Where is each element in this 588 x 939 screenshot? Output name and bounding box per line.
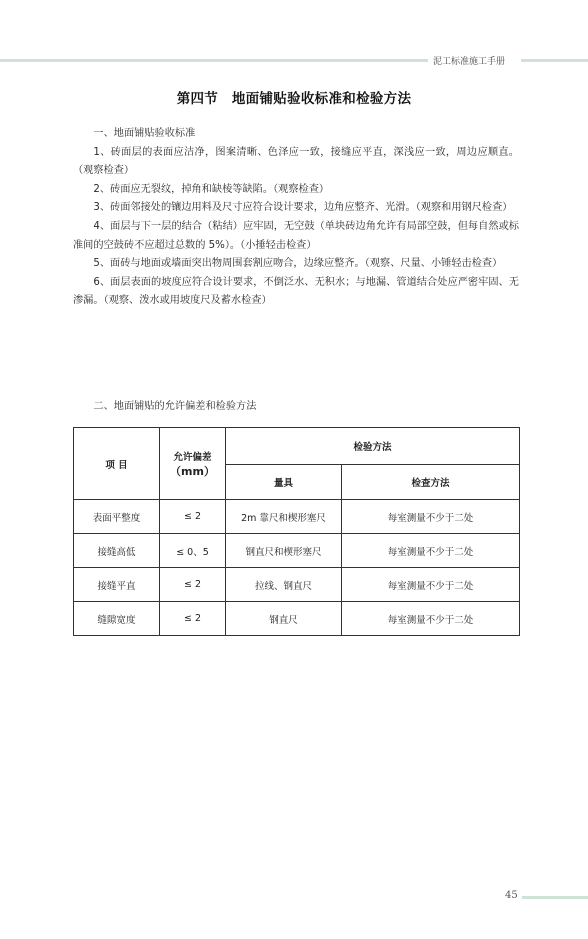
cell-item: 表面平整度 [74, 500, 160, 534]
header-tolerance [160, 428, 226, 500]
header-tolerance-label: 允许偏差 [173, 451, 212, 463]
standard-item-4: 4、面层与下一层的结合（粘结）应牢固，无空鼓（单块砖边角允许有局部空鼓，但每自然或标准间的空鼓砖不应超过总数的 5%）。（小捶轻击检查） [73, 220, 519, 251]
part2-heading: 二、地面铺贴的允许偏差和检验方法 [93, 401, 257, 412]
header-rule-right [521, 59, 588, 62]
cell-tolerance: ≤ 0、5 [160, 534, 226, 568]
tolerance-table [73, 427, 520, 636]
standard-item-3: 3、砖面邻接处的镶边用料及尺寸应符合设计要求，边角应整齐、光滑。（观察和用钢尺检查） [93, 202, 513, 214]
table-row [74, 500, 520, 534]
standard-item-2: 2、砖面应无裂纹，掉角和缺棱等缺陷。（观察检查） [93, 183, 330, 195]
page-number: 45 [505, 890, 518, 901]
acceptance-standards [73, 125, 519, 311]
section-title: 第四节 地面铺贴验收标准和检验方法 [176, 91, 412, 107]
running-header-title: 泥工标准施工手册 [433, 57, 506, 67]
table-row [74, 568, 520, 602]
table-row [74, 534, 520, 568]
standard-item-5: 5、面砖与地面或墙面突出物周围套割应吻合，边缘应整齐。（观察、尺量、小锤轻击检查） [93, 258, 503, 270]
cell-method: 每室测量不少于二处 [342, 568, 520, 602]
header-rule-left [0, 59, 428, 62]
cell-tool: 拉线、钢直尺 [226, 568, 342, 602]
standard-item-1: 1、砖面层的表面应洁净，图案清晰、色泽应一致，接缝应平直，深浅应一致，周边应顺直。（观察检查） [73, 146, 519, 177]
header-item: 项 目 [74, 428, 160, 500]
cell-tool: 钢直尺 [226, 602, 342, 636]
cell-method: 每室测量不少于二处 [342, 500, 520, 534]
footer-rule [522, 896, 588, 899]
cell-tolerance: ≤ 2 [160, 568, 226, 602]
standard-item-6: 6、面层表面的坡度应符合设计要求，不倒泛水、无积水；与地漏、管道结合处应严密牢固、无渗漏。（观察、泼水或用坡度尺及蓄水检查） [73, 276, 519, 307]
header-method: 检查方法 [342, 465, 520, 500]
header-tool: 量具 [226, 465, 342, 500]
table-header-row [74, 428, 520, 465]
cell-method: 每室测量不少于二处 [342, 534, 520, 568]
header-method-group: 检验方法 [226, 428, 520, 465]
cell-tolerance: ≤ 2 [160, 602, 226, 636]
part1-heading: 一、地面铺贴验收标准 [93, 128, 196, 139]
cell-item: 缝隙宽度 [74, 602, 160, 636]
cell-item: 接缝高低 [74, 534, 160, 568]
table-row [74, 602, 520, 636]
header-tolerance-unit: （mm） [170, 464, 215, 478]
cell-method: 每室测量不少于二处 [342, 602, 520, 636]
cell-tolerance: ≤ 2 [160, 500, 226, 534]
cell-item: 接缝平直 [74, 568, 160, 602]
cell-tool: 钢直尺和楔形塞尺 [226, 534, 342, 568]
cell-tool: 2m 靠尺和楔形塞尺 [226, 500, 342, 534]
